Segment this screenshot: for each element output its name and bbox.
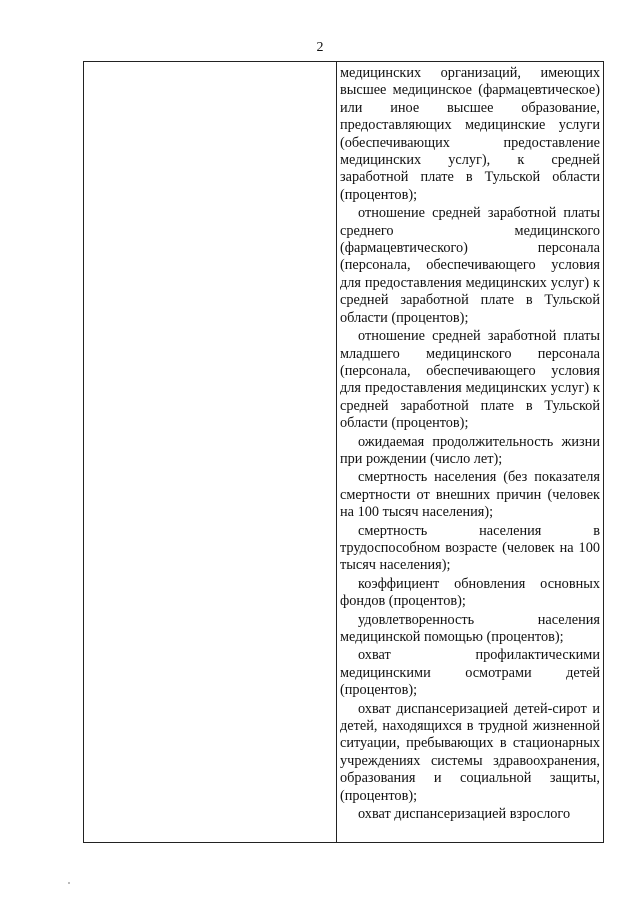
indicator-item-4: ожидаемая продолжительность жизни при рождении (число лет); <box>340 433 600 467</box>
indicator-item-9: охват профилактическими медицинскими осмотрами детей (процентов); <box>340 647 600 699</box>
page-number: 2 <box>316 40 324 55</box>
indicator-item-2: отношение средней заработной платы среднего медицинского (фармацевтического) персонала (персонала, обеспечивающего условия для предоставления медицинских услуг) к средней заработной плате в Тульской области (процентов); <box>340 205 600 326</box>
indicator-item-5: смертность населения (без показателя смертности от внешних причин (человек на 100 тысяч населения); <box>340 469 600 521</box>
indicator-item-3: отношение средней заработной платы младшего медицинского персонала (персонала, обеспечивающего условия для предоставления медицинских услуг) к средней заработной плате в Тульской области (процентов); <box>340 328 600 432</box>
indicator-item-7: коэффициент обновления основных фондов (процентов); <box>340 575 600 610</box>
table-left-cell <box>84 62 337 842</box>
indicator-item-6: смертность населения в трудоспособном возрасте (человек на 100 тысяч населения); <box>340 522 600 574</box>
indicator-item-11: охват диспансеризацией взрослого <box>358 806 571 823</box>
document-table <box>83 61 604 843</box>
table-right-cell <box>337 62 603 842</box>
indicator-item-8: удовлетворенность населения медицинской помощью (процентов); <box>340 611 600 645</box>
scan-speck <box>68 882 70 884</box>
indicator-item-10: охват диспансеризацией детей-сирот и детей, находящихся в трудной жизненной ситуации, пребывающих в стационарных учреждениях системы здравоохранения, образования и социальной защиты, (процентов); <box>340 700 600 804</box>
indicator-item-1: медицинских организаций, имеющих высшее медицинское (фармацевтическое) или иное высшее образование, предоставляющих медицинские услуги (обеспечивающих предоставление медицинских услуг), к средней заработной плате в Тульской области (процентов); <box>340 65 600 203</box>
